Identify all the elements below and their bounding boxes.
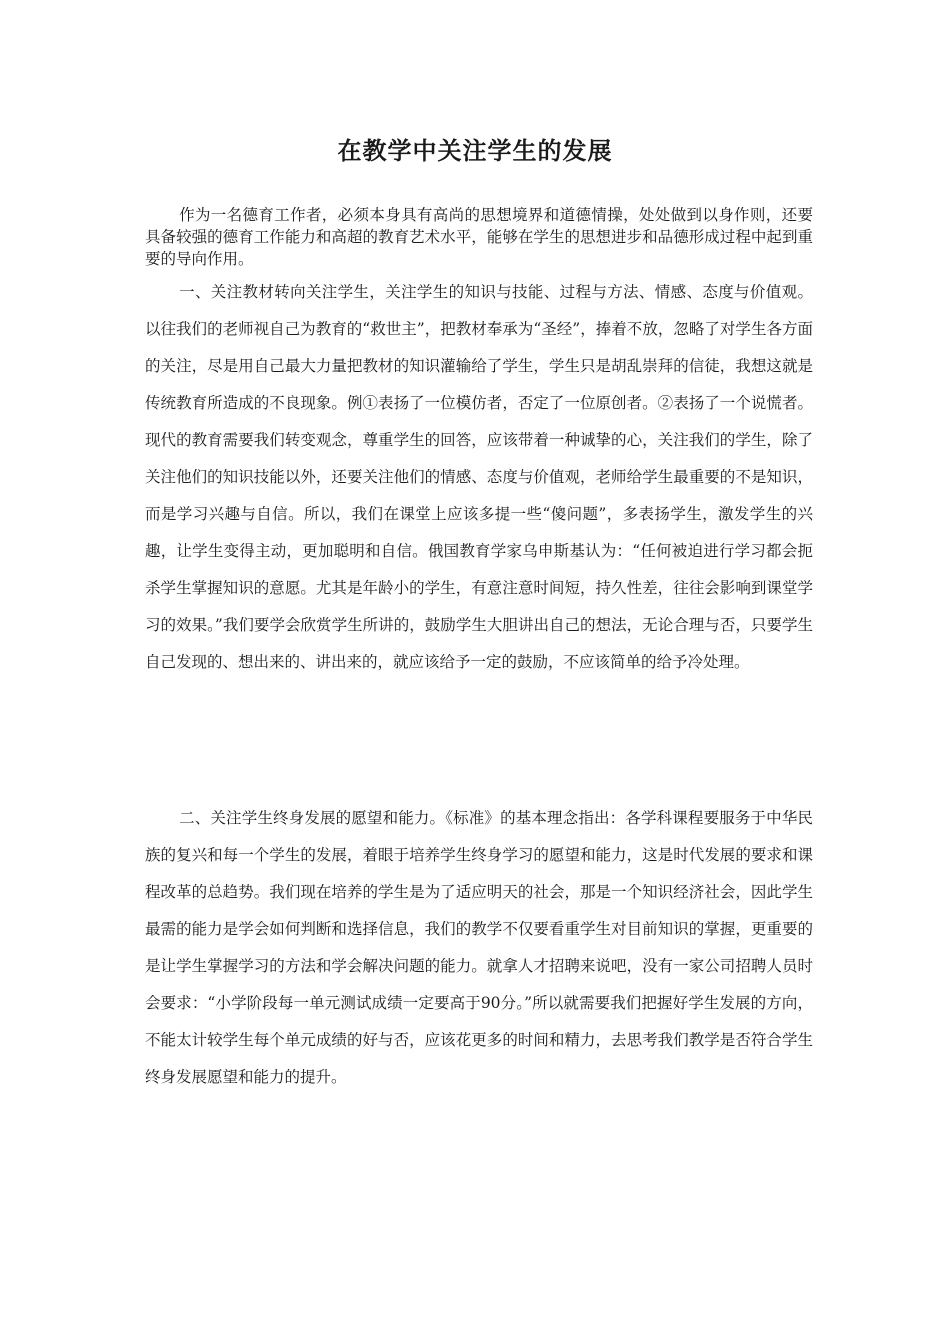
paragraph-intro: 作为一名德育工作者，必须本身具有高尚的思想境界和道德情操，处处做到以身作则，还要具备较强的德育工作能力和高超的教育艺术水平，能够在学生的思想进步和品德形成过程中起到重要的导向作用。: [145, 206, 813, 268]
paragraph-section-one: 一、关注教材转向关注学生，关注学生的知识与技能、过程与方法、情感、态度与价值观。以往我们的老师视自己为教育的“救世主”，把教材奉承为“圣经”，捧着不放，忽略了对学生各方面的关注，尽是用自己最大力量把教材的知识灌输给了学生，学生只是胡乱崇拜的信徒，我想这就是传统教育所造成的不良现象。例①表扬了一位模仿者，否定了一位原创者。②表扬了一个说慌者。现代的教育需要我们转变观念，尊重学生的回答，应该带着一种诚挚的心，关注我们的学生，除了关注他们的知识技能以外，还要关注他们的情感、态度与价值观，老师给学生最重要的不是知识，而是学习兴趣与自信。所以，我们在课堂上应该多提一些“傻问题”，多表扬学生，激发学生的兴趣，让学生变得主动，更加聪明和自信。俄国教育学家乌申斯基认为：“任何被迫进行学习都会扼杀学生掌握知识的意愿。尤其是年龄小的学生，有意注意时间短，持久性差，往往会影响到课堂学习的效果。”我们要学会欣赏学生所讲的，鼓励学生大胆讲出自己的想法，无论合理与否，只要学生自己发现的、想出来的、讲出来的，就应该给予一定的鼓励，不应该简单的给予冷处理。: [145, 283, 813, 671]
paragraph-section-two: 二、关注学生终身发展的愿望和能力。《标准》的基本理念指出：各学科课程要服务于中华民族的复兴和每一个学生的发展，着眼于培养学生终身学习的愿望和能力，这是时代发展的要求和课程改革的总趋势。我们现在培养的学生是为了适应明天的社会，那是一个知识经济社会，因此学生最需的能力是学会如何判断和选择信息，我们的教学不仅要看重学生对目前知识的掌握，更重要的是让学生掌握学习的方法和学会解决问题的能力。就拿人才招聘来说吧，没有一家公司招聘人员时会要求：“小学阶段每一单元测试成绩一定要高于90分。”所以就需要我们把握好学生发展的方向，不能太计较学生每个单元成绩的好与否，应该花更多的时间和精力，去思考我们教学是否符合学生终身发展愿望和能力的提升。: [145, 809, 813, 1086]
document-title: 在教学中关注学生的发展: [337, 136, 613, 165]
